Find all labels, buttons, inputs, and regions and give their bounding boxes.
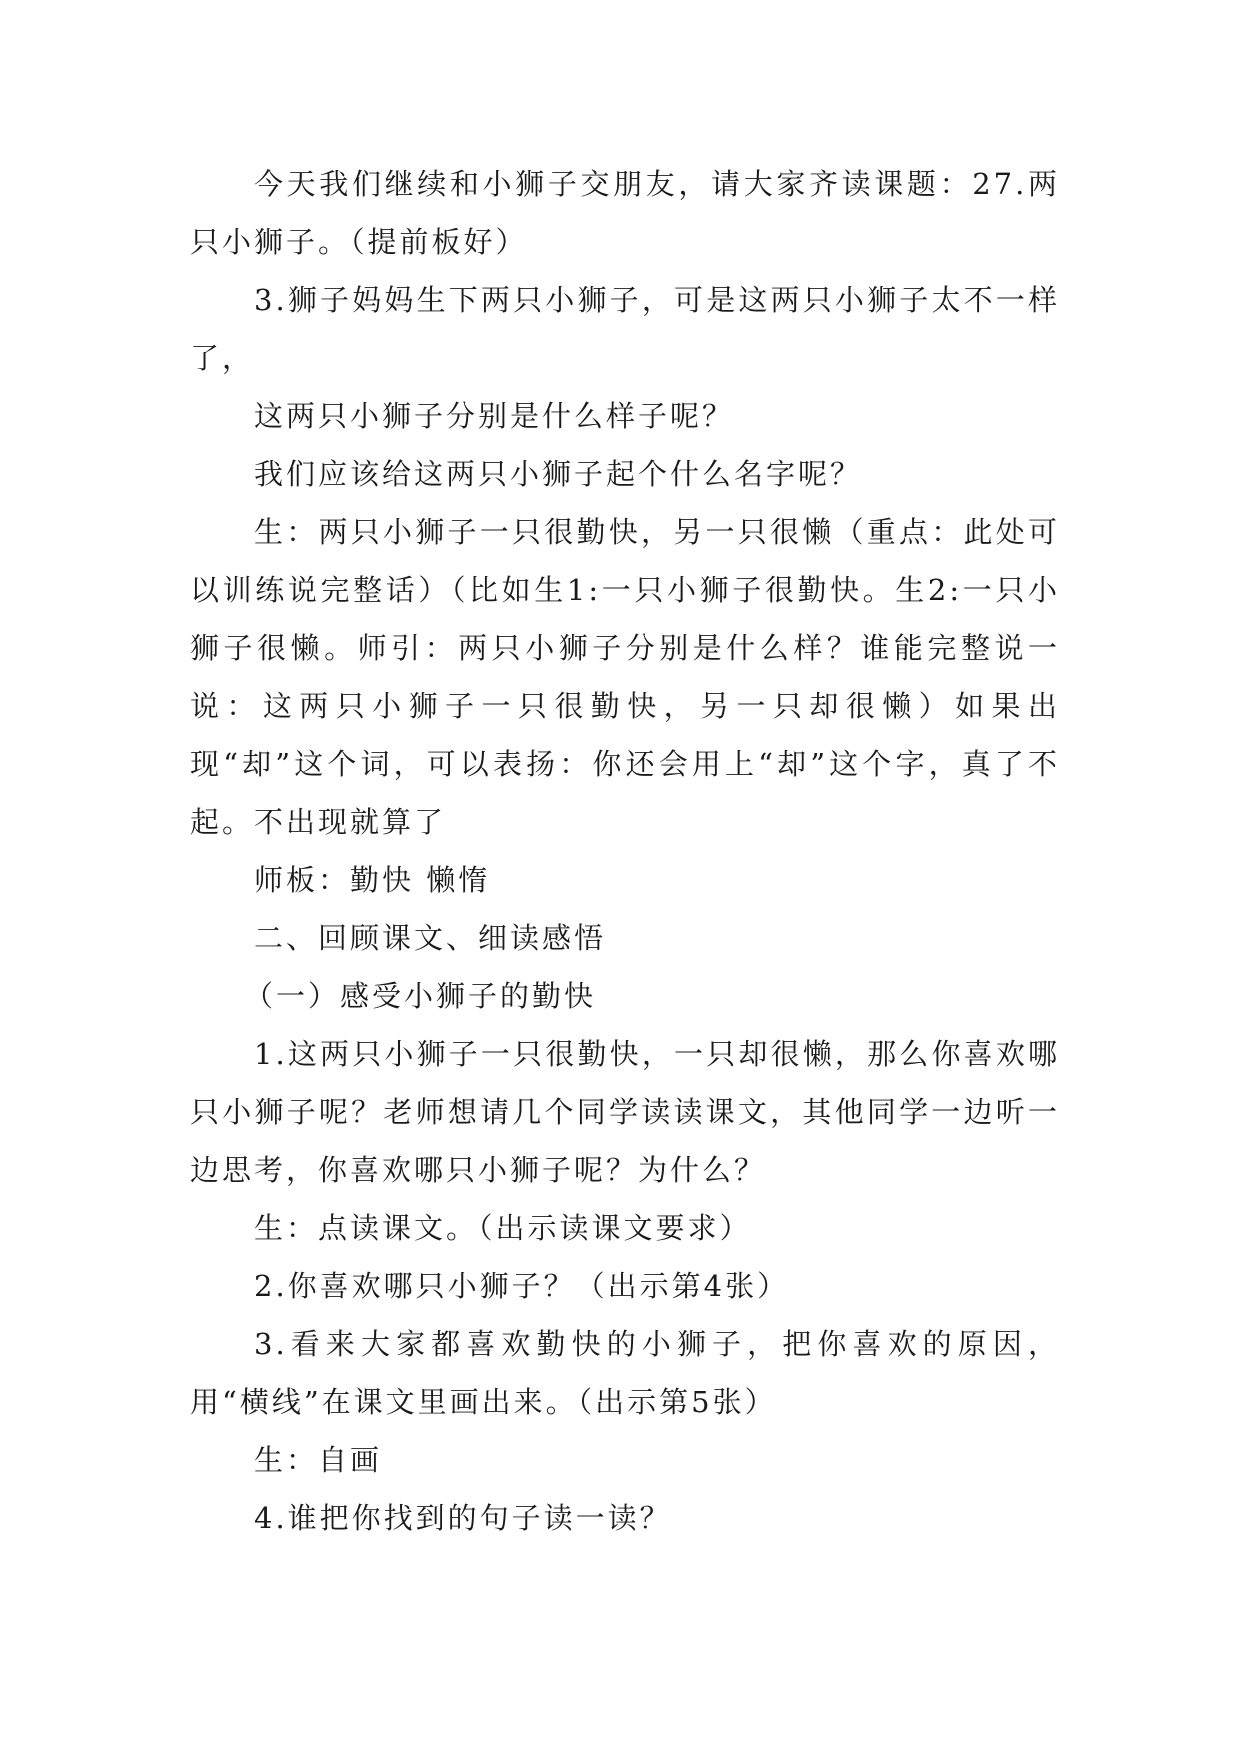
paragraph-item-3: 3.看来大家都喜欢勤快的小狮子，把你喜欢的原因，用“横线”在课文里画出来。（出示第5张） (190, 1327, 1060, 1419)
section-heading: 二、回顾课文、细读感悟 (254, 921, 607, 955)
paragraph-item-4: 4.谁把你找到的句子读一读？ (254, 1501, 672, 1535)
paragraph-question-1: 这两只小狮子分别是什么样子呢？ (254, 399, 735, 433)
paragraph-question-2: 我们应该给这两只小狮子起个什么名字呢？ (254, 457, 863, 491)
paragraph-board-note: 师板：勤快 懒惰 (254, 863, 491, 897)
paragraph-item-1: 1.这两只小狮子一只很勤快，一只却很懒，那么你喜欢哪只小狮子呢？老师想请几个同学读读课文，其他同学一边听一边思考，你喜欢哪只小狮子呢？为什么？ (190, 1037, 1060, 1187)
paragraph-intro: 今天我们继续和小狮子交朋友，请大家齐读课题：27.两只小狮子。（提前板好） (190, 167, 1060, 259)
paragraph-step-3: 3.狮子妈妈生下两只小狮子，可是这两只小狮子太不一样了， (190, 283, 1060, 375)
subsection-heading: （一）感受小狮子的勤快 (244, 979, 597, 1013)
paragraph-student-reading: 生：点读课文。（出示读课文要求） (254, 1211, 752, 1245)
document-page (190, 155, 1060, 1547)
paragraph-student-answer: 生：两只小狮子一只很勤快，另一只很懒（重点：此处可以训练说完整话）（比如生1:一只小狮子很勤快。生2:一只小狮子很懒。师引：两只小狮子分别是什么样？谁能完整说一说：这两只小狮子一只很勤快，另一只却很懒）如果出现“却”这个词，可以表扬：你还会用上“却”这个字，真了不起。不出现就算了 (190, 515, 1060, 839)
paragraph-item-2: 2.你喜欢哪只小狮子？（出示第4张） (254, 1269, 790, 1303)
paragraph-student-draw: 生：自画 (254, 1443, 383, 1477)
